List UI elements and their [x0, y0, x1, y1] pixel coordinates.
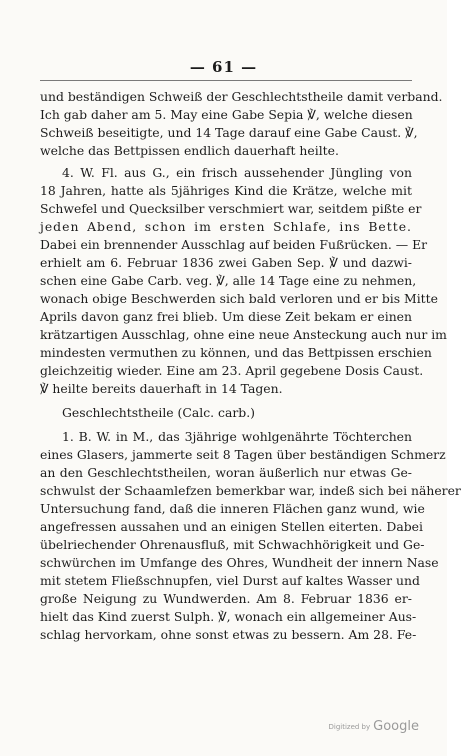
text-line: Untersuchung fand, daß die inneren Flächen ganz wund, wie	[40, 501, 425, 516]
text-line: eines Glasers, jammerte seit 8 Tagen über beständigen Schmerz	[40, 447, 446, 462]
text-line: große Neigung zu Wundwerden. Am 8. Februar 1836 er-	[40, 591, 412, 606]
text-line: Schwefel und Quecksilber verschmiert war, seitdem pißte er	[40, 201, 422, 216]
text-line: Dabei ein brennender Ausschlag auf beiden Fußrücken. — Er	[40, 237, 428, 252]
text-line: 4. W. Fl. aus G., ein frisch aussehender Jüngling von	[62, 165, 412, 180]
text-line: wonach obige Beschwerden sich bald verloren und er bis Mitte	[40, 291, 438, 306]
text-line: übelriechender Ohrenausfluß, mit Schwachhörigkeit und Ge-	[40, 537, 425, 552]
digitized-by-google-watermark	[329, 719, 420, 734]
section-heading: Geschlechtstheile (Calc. carb.)	[62, 405, 255, 420]
text-line: Aprils davon ganz frei blieb. Um diese Zeit bekam er einen	[40, 309, 412, 324]
text-line: 18 Jahren, hatte als 5jähriges Kind die Krätze, welche mit	[40, 183, 412, 198]
text-line: angefressen aussahen und an einigen Stellen eiterten. Dabei	[40, 519, 423, 534]
text-line: an den Geschlechtstheilen, woran äußerlich nur etwas Ge-	[40, 465, 412, 480]
text-line: hielt das Kind zuerst Sulph. ℣, wonach ein allgemeiner Aus-	[40, 609, 417, 624]
text-line: ℣ heilte bereits dauerhaft in 14 Tagen.	[40, 381, 283, 396]
text-line: gleichzeitig wieder. Eine am 23. April gegebene Dosis Caust.	[40, 363, 424, 378]
text-line: krätzartigen Ausschlag, ohne eine neue Ansteckung auch nur im	[40, 327, 447, 342]
text-line: schlag hervorkam, ohne sonst etwas zu bessern. Am 28. Fe-	[40, 627, 417, 642]
text-line: mindesten vermuthen zu können, und das Bettpissen erschien	[40, 345, 432, 360]
watermark-brand: Google	[373, 719, 419, 734]
text-line: welche das Bettpissen endlich dauerhaft heilte.	[40, 143, 339, 158]
text-line: mit stetem Fließschnupfen, viel Durst auf kaltes Wasser und	[40, 573, 420, 588]
text-line: jeden Abend, schon im ersten Schlafe, ins Bette.	[40, 219, 412, 234]
page-number-header: — 61 —	[189, 58, 258, 76]
text-line: schwulst der Schaamlefzen bemerkbar war, indeß sich bei näherer	[40, 483, 461, 498]
header-rule	[40, 80, 412, 81]
text-line: schen eine Gabe Carb. veg. ℣, alle 14 Tage eine zu nehmen,	[40, 273, 417, 288]
text-line: erhielt am 6. Februar 1836 zwei Gaben Sep. ℣ und dazwi-	[40, 255, 412, 270]
text-line: schwürchen im Umfange des Ohres, Wundheit der innern Nase	[40, 555, 439, 570]
text-line: 1. B. W. in M., das 3jährige wohlgenährte Töchterchen	[62, 429, 412, 444]
text-line: und beständigen Schweiß der Geschlechtstheile damit verband.	[40, 89, 443, 104]
text-line: Schweiß beseitigte, und 14 Tage darauf eine Gabe Caust. ℣,	[40, 125, 418, 140]
watermark-prefix: Digitized by	[328, 722, 371, 731]
text-line: Ich gab daher am 5. May eine Gabe Sepia ℣, welche diesen	[40, 107, 413, 122]
